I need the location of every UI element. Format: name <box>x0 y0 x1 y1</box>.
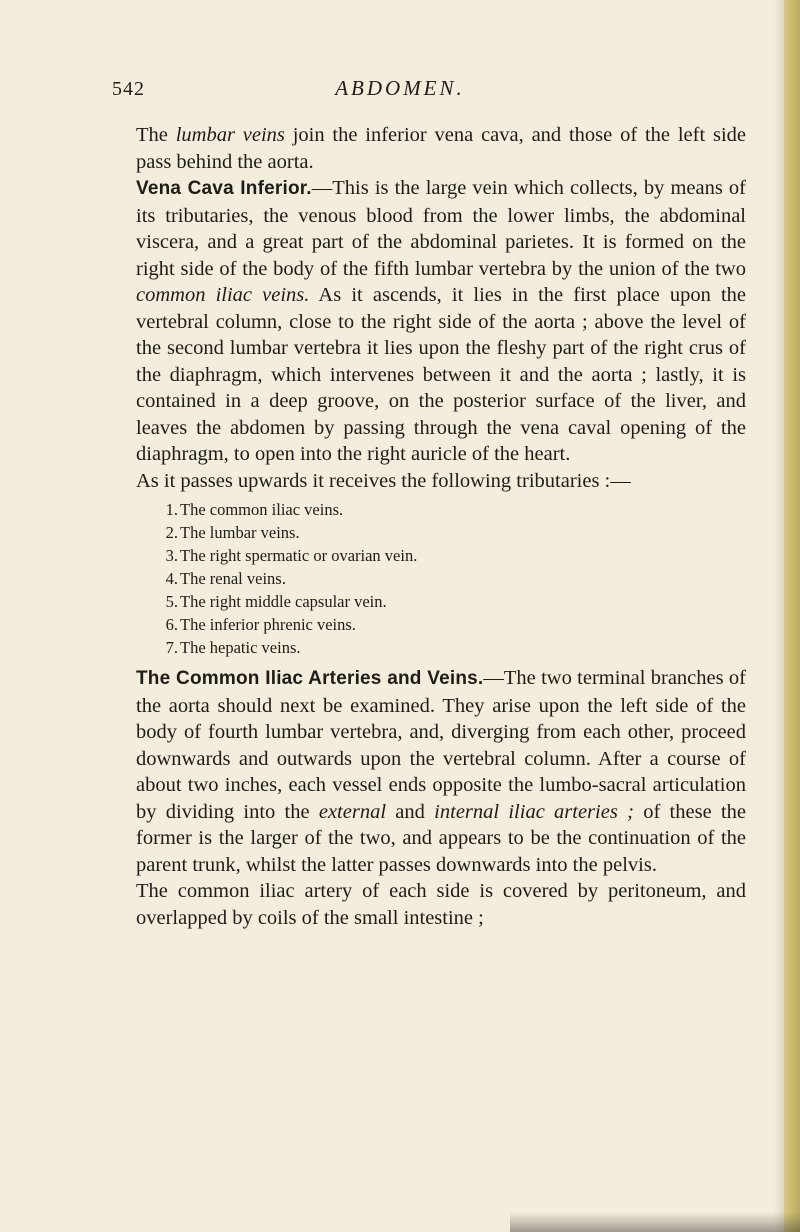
page-edge <box>784 0 800 1232</box>
text-run: The common iliac artery of each side is covered by peritoneum, and overlapped by coils of the small intestine ; <box>136 880 746 929</box>
page-gutter-shadow <box>774 0 784 1232</box>
italic-term: common iliac veins. <box>136 284 310 306</box>
list-number: 3. <box>165 546 178 565</box>
list-number: 1. <box>165 500 178 519</box>
text-run: —This is the large vein which collects, by means of its tributaries, the venous blood from the lower limbs, the abdominal viscera, and a great part of the abdominal parietes. It is formed on the right side of the body of the fifth lumbar vertebra by the union of the two <box>136 177 747 280</box>
paragraph-vena-cava <box>136 175 746 468</box>
page-body <box>136 122 746 931</box>
text-run: —The two terminal branches of the aorta should next be examined. They arise upon the left side of the body of fourth lumbar vertebra, and, diverging from each other, proceed downwards and outwards upon the vertebral column. After a course of about two inches, each vessel ends opposite the lumbo-sacral articulation by dividing into the <box>136 667 746 823</box>
text-run: The <box>136 124 176 146</box>
section-heading: The Common Iliac Arteries and Veins. <box>136 668 484 689</box>
list-text: The renal veins. <box>180 569 286 588</box>
paragraph-tributaries-intro <box>136 468 746 495</box>
list-text: The common iliac veins. <box>180 500 344 519</box>
text-run: of these the former is the larger of the two, and appears to be the continuation of the parent trunk, whilst the latter passes downwards into the pelvis. <box>136 800 746 876</box>
list-number: 6. <box>165 615 178 634</box>
italic-term: external <box>318 800 387 823</box>
list-item <box>136 613 746 636</box>
text-run: and <box>386 800 435 823</box>
list-item <box>136 544 746 567</box>
tributaries-list <box>136 498 746 659</box>
list-text: The hepatic veins. <box>180 638 301 657</box>
list-number: 4. <box>165 569 178 588</box>
running-head: ABDOMEN. <box>335 76 465 100</box>
list-item <box>136 521 746 544</box>
page-header <box>0 74 800 104</box>
list-item <box>136 567 746 590</box>
list-item <box>136 498 746 521</box>
italic-term: lumbar veins <box>175 124 285 146</box>
list-text: The lumbar veins. <box>180 523 300 542</box>
paragraph-common-iliac <box>136 665 746 878</box>
text-run: join the inferior vena cava, and those of the left side pass behind the aorta. <box>136 124 746 173</box>
list-number: 7. <box>165 638 178 657</box>
list-text: The right middle capsular vein. <box>180 592 387 611</box>
list-number: 5. <box>165 592 178 611</box>
section-heading: Vena Cava Inferior. <box>136 178 312 199</box>
italic-term: internal iliac arteries ; <box>434 800 634 823</box>
text-run: As it passes upwards it receives the following tributaries :— <box>136 469 631 492</box>
list-text: The right spermatic or ovarian vein. <box>180 546 418 565</box>
page-number: 542 <box>112 78 145 100</box>
list-item <box>136 636 746 659</box>
paragraph-common-iliac-artery <box>136 878 746 931</box>
list-item <box>136 590 746 613</box>
paragraph-lumbar-veins <box>136 122 746 175</box>
text-run: As it ascends, it lies in the first place upon the vertebral column, close to the right side of the aorta ; above the level of the second lumbar vertebra it lies upon the fleshy part of the right crus of the diaphragm, which intervenes between it and the aorta ; lastly, it is contained in a deep groove, on the posterior surface of the liver, and leaves the abdomen by passing through the vena caval opening of the diaphragm, to open into the right auricle of the heart. <box>136 284 747 465</box>
bottom-shadow <box>510 1212 800 1232</box>
list-number: 2. <box>165 523 178 542</box>
list-text: The inferior phrenic veins. <box>180 615 356 634</box>
